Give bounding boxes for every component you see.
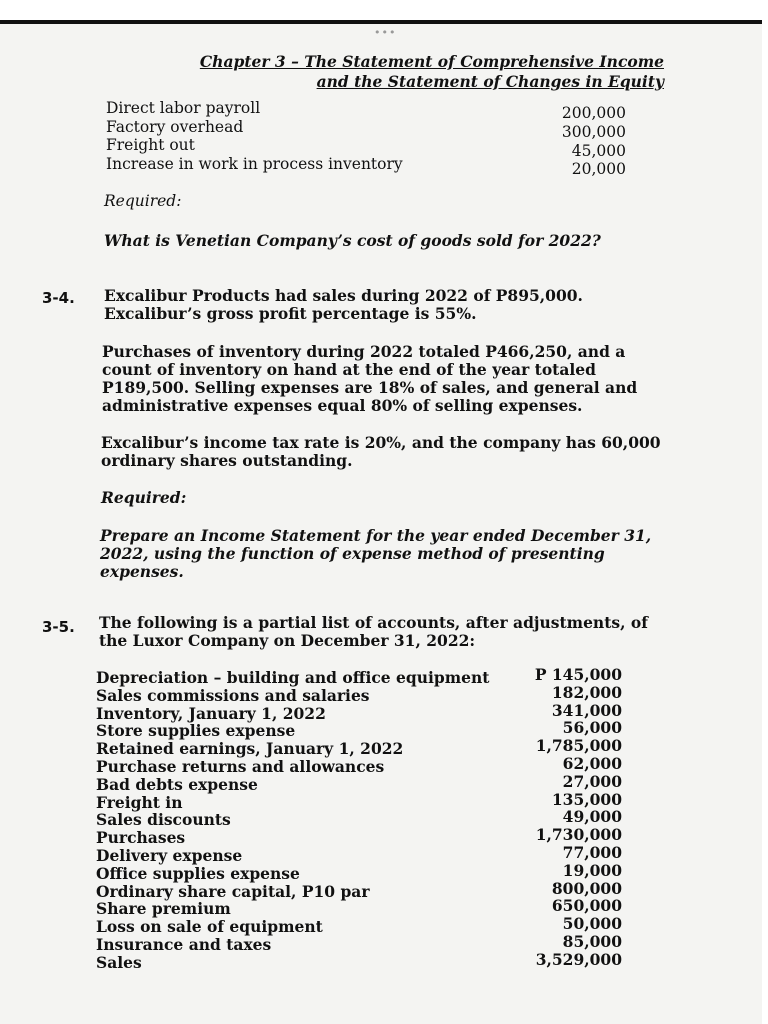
account-value: 182,000 (551, 682, 622, 702)
account-value: 50,000 (562, 914, 622, 934)
problem-paragraph: Excalibur’s income tax rate is 20%, and the company has 60,000 ordinary shares outstanding. (101, 433, 661, 470)
account-label: Retained earnings, January 1, 2022 (96, 739, 404, 759)
item-label: Increase in work in process inventory (106, 155, 403, 173)
item-value: 200,000 (561, 104, 626, 122)
account-label: Depreciation – building and office equipment (96, 668, 490, 687)
account-value: 27,000 (562, 771, 622, 791)
account-value: 341,000 (551, 700, 622, 720)
account-value: 77,000 (562, 842, 622, 862)
account-value: 135,000 (551, 789, 622, 809)
account-value: 62,000 (562, 753, 622, 773)
item-label: Factory overhead (106, 118, 244, 136)
account-value: 49,000 (562, 807, 622, 827)
item-value: 20,000 (571, 160, 626, 178)
required-label: Required: (101, 488, 187, 507)
problem-number: 3-4. (42, 289, 75, 307)
more-dots-icon: ••• (374, 26, 397, 39)
item-value: 45,000 (571, 142, 626, 160)
accounts-values (535, 666, 622, 969)
account-label: Delivery expense (96, 845, 243, 865)
problem-number: 3-5. (42, 618, 75, 636)
account-label: Sales (96, 952, 142, 972)
account-value: 1,785,000 (535, 736, 622, 756)
account-label: Share premium (96, 899, 231, 919)
account-value: 650,000 (551, 896, 622, 916)
account-label: Inventory, January 1, 2022 (96, 703, 326, 723)
chapter-title: Chapter 3 – The Statement of Comprehensive Income (199, 52, 664, 71)
chapter-subtitle: and the Statement of Changes in Equity (316, 72, 664, 91)
top-rule (0, 20, 768, 24)
question-text: What is Venetian Company’s cost of goods sold for 2022? (104, 231, 601, 250)
required-text: Prepare an Income Statement for the year ended December 31, 2022, using the function of expense method of presenting expenses. (100, 526, 652, 581)
problem-paragraph: Excalibur Products had sales during 2022 of P895,000. Excalibur’s gross profit percentage is 55%. (104, 286, 583, 323)
problem-paragraph: Purchases of inventory during 2022 totaled P466,250, and a count of inventory on hand at the end of the year totaled P189,500. Selling expenses are 18% of sales, and general and administrative expenses equal 80% of selling expenses. (102, 342, 638, 415)
item-label: Direct labor payroll (106, 99, 261, 117)
account-value: 3,529,000 (535, 949, 622, 969)
account-value: 19,000 (562, 860, 622, 880)
account-label: Insurance and taxes (96, 934, 272, 954)
account-value: 1,730,000 (535, 825, 622, 845)
item-value: 300,000 (561, 123, 626, 141)
account-value: P 145,000 (534, 665, 622, 684)
account-label: Purchases (96, 828, 186, 848)
account-label: Sales commissions and salaries (96, 685, 370, 705)
account-label: Sales discounts (96, 810, 231, 830)
account-label: Bad debts expense (96, 774, 258, 794)
account-value: 800,000 (551, 878, 622, 898)
required-label: Required: (104, 192, 182, 210)
account-value: 85,000 (562, 931, 622, 951)
account-value: 56,000 (562, 718, 622, 738)
right-margin (762, 0, 768, 1024)
account-label: Purchase returns and allowances (96, 756, 385, 776)
account-label: Loss on sale of equipment (96, 917, 323, 937)
account-label: Store supplies expense (96, 721, 296, 741)
problem-paragraph: The following is a partial list of accounts, after adjustments, of the Luxor Company on December 31, 2022: (99, 613, 648, 650)
accounts-labels (96, 669, 489, 972)
top-margin (0, 0, 768, 22)
account-label: Freight in (96, 792, 183, 812)
account-label: Office supplies expense (96, 863, 300, 883)
item-label: Freight out (106, 136, 195, 154)
account-label: Ordinary share capital, P10 par (96, 881, 370, 901)
